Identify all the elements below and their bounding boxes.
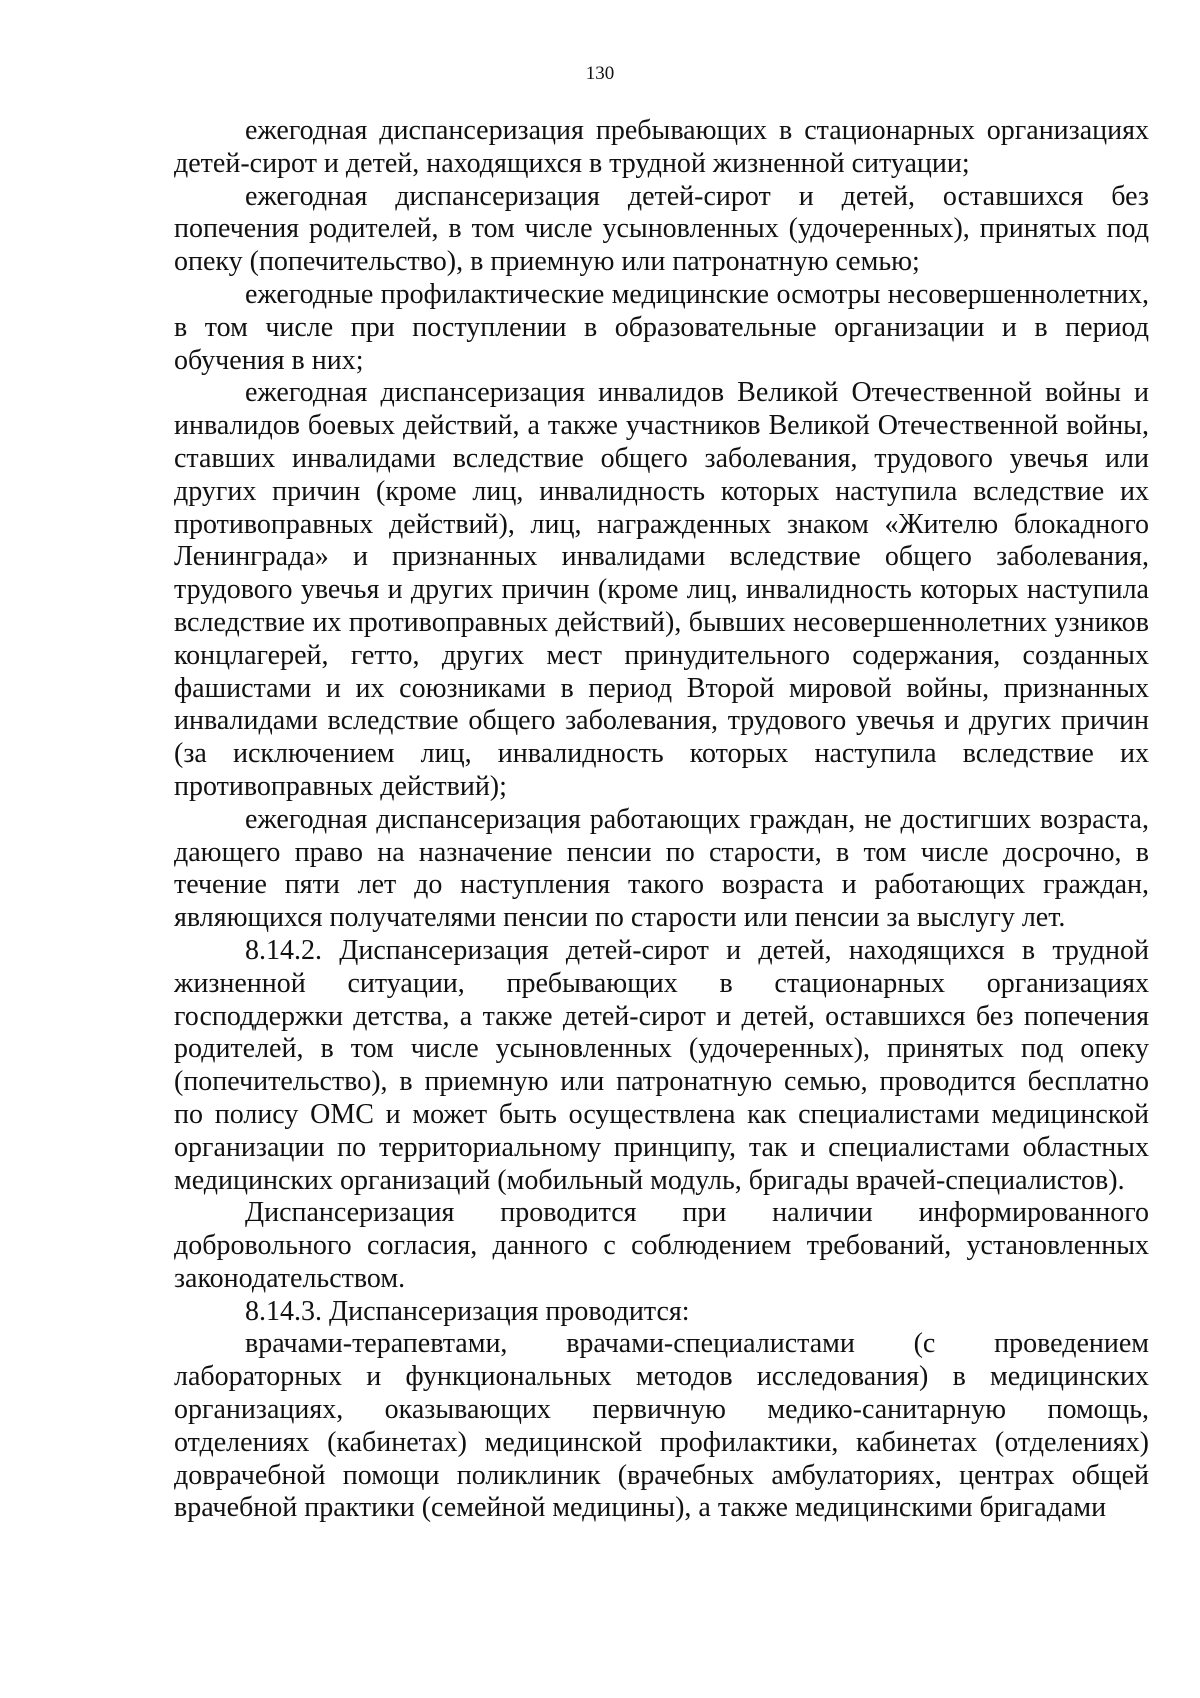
paragraph-veterans-dispensarization: ежегодная диспансеризация инвалидов Великой Отечественной войны и инвалидов боевых действий, а также участников Великой Отечественной войны, ставших инвалидами вследствие общего заболевания, трудового увечья или других причин (кроме лиц, инвалидность которых наступила вследствие их противоправных действий), лиц, награжденных знаком «Жителю блокадного Ленинграда» и признанных инвалидами вследствие общего заболевания, трудового увечья и других причин (кроме лиц, инвалидность которых наступила вследствие их противоправных действий), бывших несовершеннолетних узников концлагерей, гетто, других мест принудительного содержания, созданных фашистами и их союзниками в период Второй мировой войны, признанных инвалидами вследствие общего заболевания, трудового увечья и других причин (за исключением лиц, инвалидность которых наступила вследствие их противоправных действий); xyxy=(174,377,1149,802)
paragraph-section-8-14-3: 8.14.3. Диспансеризация проводится: xyxy=(245,1295,690,1327)
paragraph-informed-consent: Диспансеризация проводится при наличии информированного добровольного согласия, данного с соблюдением требований, установленных законодательством. xyxy=(174,1197,1149,1294)
page-number: 130 xyxy=(585,63,615,84)
paragraph-section-8-14-2: 8.14.2. Диспансеризация детей-сирот и детей, находящихся в трудной жизненной ситуации, пребывающих в стационарных организациях господдержки детства, а также детей-сирот и детей, оставшихся без попечения родителей, в том числе усыновленных (удочеренных), принятых под опеку (попечительство), в приемную или патронатную семью, проводится бесплатно по полису ОМС и может быть осуществлена как специалистами медицинской организации по территориальному принципу, так и специалистами областных медицинских организаций (мобильный модуль, бригады врачей-специалистов). xyxy=(174,934,1149,1196)
paragraph-orphan-adopted-dispensarization: ежегодная диспансеризация детей-сирот и детей, оставшихся без попечения родителей, в том числе усыновленных (удочеренных), принятых под опеку (попечительство), в приемную или патронатную семью; xyxy=(174,180,1149,278)
document-body xyxy=(174,115,1149,1525)
paragraph-performed-by: врачами-терапевтами, врачами-специалистами (с проведением лабораторных и функциональных методов исследования) в медицинских организациях, оказывающих первичную медико-санитарную помощь, отделениях (кабинетах) медицинской профилактики, кабинетах (отделениях) доврачебной помощи поликлиник (врачебных амбулаториях, центрах общей врачебной практики (семейной медицины), а также медицинскими бригадами xyxy=(174,1328,1149,1524)
paragraph-orphan-dispensarization: ежегодная диспансеризация пребывающих в стационарных организациях детей-сирот и детей, находящихся в трудной жизненной ситуации; xyxy=(174,115,1149,179)
paragraph-pre-pension-dispensarization: ежегодная диспансеризация работающих граждан, не достигших возраста, дающего право на назначение пенсии по старости, в том числе досрочно, в течение пяти лет до наступления такого возраста и работающих граждан, являющихся получателями пенсии по старости или пенсии за выслугу лет. xyxy=(174,803,1149,934)
paragraph-minor-checkups: ежегодные профилактические медицинские осмотры несовершеннолетних, в том числе при поступлении в образовательные организации и в период обучения в них; xyxy=(174,278,1149,376)
